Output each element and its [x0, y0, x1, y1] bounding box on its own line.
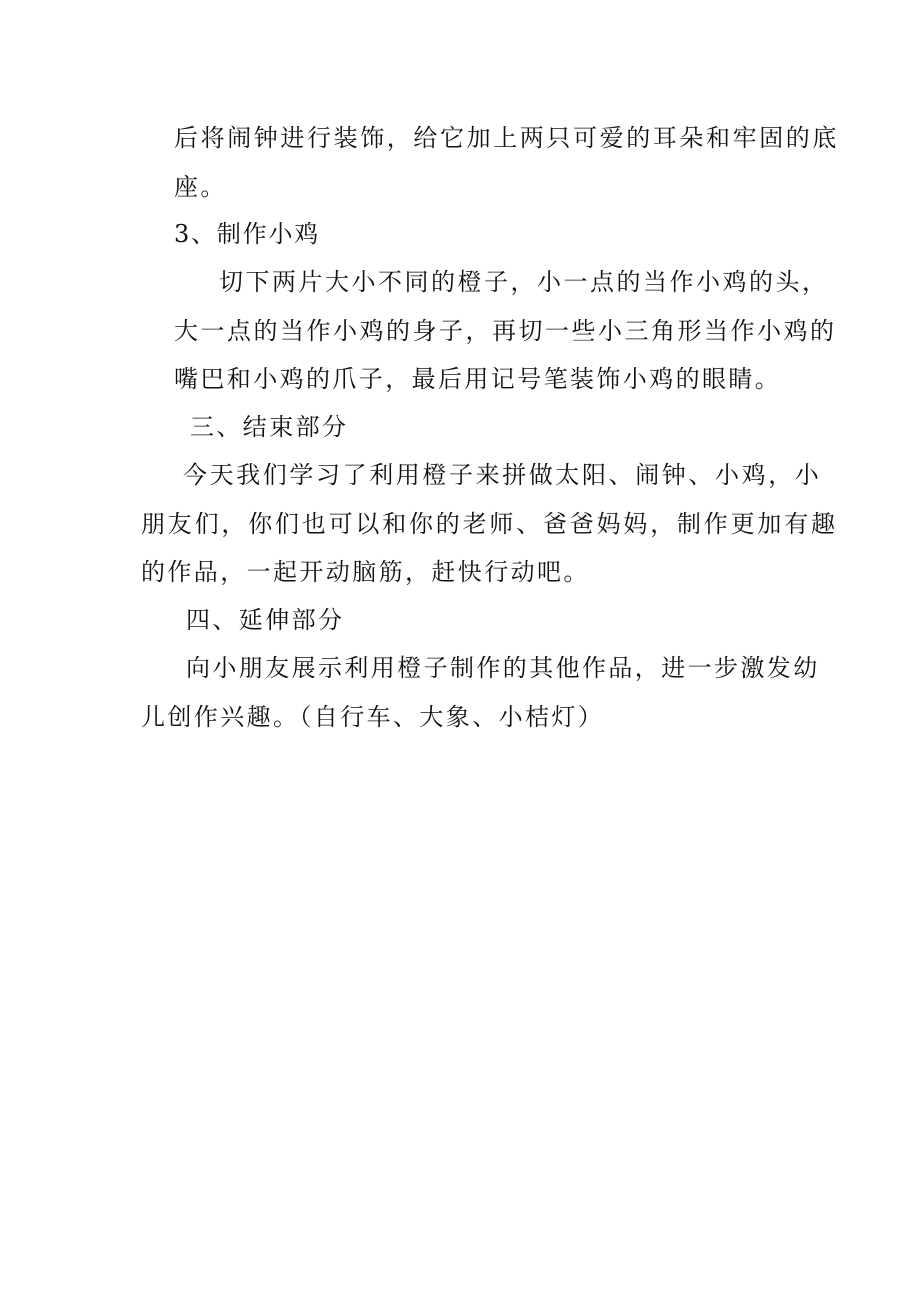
paragraph-line: 儿创作兴趣。（自行车、大象、小桔灯） [141, 703, 605, 731]
paragraph-line: 后将闹钟进行装饰，给它加上两只可爱的耳朵和牢固的底 [174, 124, 839, 152]
section-heading: 三、结束部分 [190, 413, 349, 441]
section-heading: 3、制作小鸡 [174, 220, 321, 248]
paragraph-line: 今天我们学习了利用橙子来拼做太阳、闹钟、小鸡，小 [183, 461, 822, 489]
paragraph-line: 向小朋友展示利用橙子制作的其他作品，进一步激发幼 [186, 654, 820, 682]
paragraph-line: 切下两片大小不同的橙子，小一点的当作小鸡的头， [219, 268, 829, 296]
paragraph-line: 朋友们，你们也可以和你的老师、爸爸妈妈，制作更加有趣 [141, 510, 838, 538]
section-heading: 四、延伸部分 [186, 606, 345, 634]
paragraph-line: 大一点的当作小鸡的身子，再切一些小三角形当作小鸡的 [174, 317, 837, 345]
paragraph-line: 座。 [174, 173, 227, 201]
paragraph-line: 嘴巴和小鸡的爪子，最后用记号笔装饰小鸡的眼睛。 [174, 365, 782, 393]
paragraph-line: 的作品，一起开动脑筋，赶快行动吧。 [141, 558, 590, 586]
